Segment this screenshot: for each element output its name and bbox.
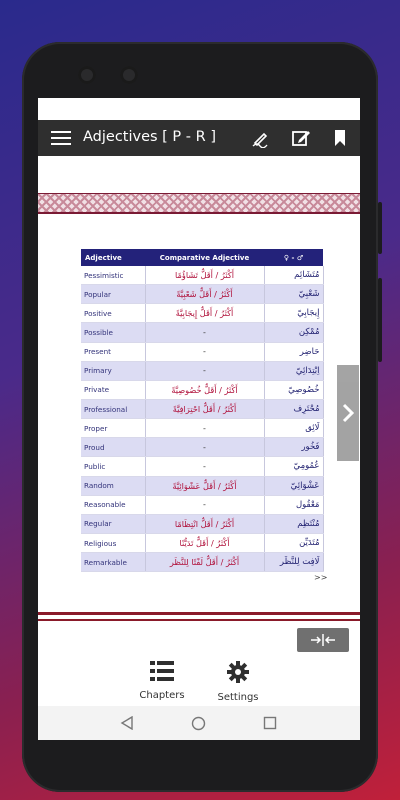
gear-icon bbox=[226, 660, 250, 684]
header-comparative: Comparative Adjective bbox=[145, 249, 264, 266]
adjective-arabic: اِبْتِدَائِيّ bbox=[264, 361, 323, 380]
adjective-arabic: مُتَدَيِّن bbox=[264, 533, 323, 552]
adjective-english: Remarkable bbox=[81, 553, 145, 572]
header-adjective: Adjective bbox=[81, 249, 145, 266]
adjective-english: Professional bbox=[81, 399, 145, 418]
camera-dot bbox=[78, 66, 96, 84]
table-row bbox=[81, 476, 323, 495]
table-row bbox=[81, 553, 323, 572]
back-icon[interactable] bbox=[120, 716, 134, 730]
recents-icon[interactable] bbox=[263, 716, 277, 730]
adjective-arabic: مُنْتَظِم bbox=[264, 514, 323, 533]
table-row bbox=[81, 419, 323, 438]
sensor-dot bbox=[120, 66, 138, 84]
adjective-english: Popular bbox=[81, 285, 145, 304]
adjective-english: Public bbox=[81, 457, 145, 476]
bookmark-icon[interactable] bbox=[330, 128, 350, 148]
adjective-arabic: عَشْوَائِيّ bbox=[264, 476, 323, 495]
chapters-button[interactable] bbox=[132, 660, 192, 701]
next-page-button[interactable] bbox=[337, 365, 359, 461]
adjective-arabic: عُمُومِيّ bbox=[264, 457, 323, 476]
adjective-arabic: مُحْتَرِف bbox=[264, 399, 323, 418]
comparative-form: - bbox=[145, 361, 264, 380]
adjective-english: Present bbox=[81, 342, 145, 361]
adjective-english: Random bbox=[81, 476, 145, 495]
comparative-form: - bbox=[145, 495, 264, 514]
chevron-right-icon bbox=[341, 403, 355, 423]
comparative-form: أَكْثَرُ / أَقَلُّ عَشْوَائِيَّةً bbox=[145, 476, 264, 495]
adjective-arabic: لَافِت لِلنَّظَر bbox=[264, 553, 323, 572]
table-row bbox=[81, 285, 323, 304]
divider bbox=[38, 612, 360, 615]
adjective-arabic: مَعْقُول bbox=[264, 495, 323, 514]
home-icon[interactable] bbox=[191, 716, 206, 731]
edit-icon[interactable] bbox=[291, 128, 311, 148]
comparative-form: - bbox=[145, 323, 264, 342]
comparative-form: - bbox=[145, 438, 264, 457]
chapters-label: Chapters bbox=[139, 690, 185, 701]
fit-width-icon bbox=[310, 633, 336, 647]
comparative-form: أَكْثَرُ / أَقَلُّ احْتِرَافِيَّةً bbox=[145, 399, 264, 418]
next-table-indicator[interactable]: >> bbox=[314, 573, 328, 582]
adjective-arabic: حَاضِر bbox=[264, 342, 323, 361]
table-row bbox=[81, 399, 323, 418]
fit-width-button[interactable] bbox=[297, 628, 349, 652]
adjective-english: Primary bbox=[81, 361, 145, 380]
system-navigation-bar bbox=[38, 706, 360, 740]
adjective-arabic: فَخُور bbox=[264, 438, 323, 457]
table-row bbox=[81, 533, 323, 552]
power-button bbox=[378, 278, 382, 362]
decorative-border bbox=[38, 194, 360, 212]
menu-icon[interactable] bbox=[51, 131, 71, 145]
comparative-form: أَكْثَرُ / أَقَلُّ لَفْتًا لِلنَّظَر bbox=[145, 553, 264, 572]
table-row bbox=[81, 361, 323, 380]
adjective-english: Regular bbox=[81, 514, 145, 533]
adjective-arabic: مُمْكِن bbox=[264, 323, 323, 342]
volume-button bbox=[378, 202, 382, 254]
list-icon bbox=[149, 660, 175, 682]
app-bar bbox=[38, 120, 360, 156]
table-row bbox=[81, 438, 323, 457]
table-row bbox=[81, 342, 323, 361]
signature-icon[interactable] bbox=[251, 128, 271, 148]
bottom-navigation bbox=[38, 658, 360, 706]
table-row bbox=[81, 323, 323, 342]
comparative-form: أَكْثَرُ / أَقَلُّ خُصُوصِيَّةً bbox=[145, 380, 264, 399]
comparative-form: - bbox=[145, 342, 264, 361]
comparative-form: - bbox=[145, 457, 264, 476]
comparative-form: أَكْثَرُ / أَقَلُّ انْتِظَامًا bbox=[145, 514, 264, 533]
comparative-form: أَكْثَرُ / أَقَلُّ تَدَيُّنًا bbox=[145, 533, 264, 552]
adjective-english: Private bbox=[81, 380, 145, 399]
table-row bbox=[81, 514, 323, 533]
adjective-english: Positive bbox=[81, 304, 145, 323]
adjective-arabic: مُتَشَائِم bbox=[264, 266, 323, 285]
adjectives-table bbox=[81, 249, 324, 572]
divider bbox=[38, 212, 360, 214]
comparative-form: أَكْثَرُ / أَقَلُّ شَعْبِيَّةً bbox=[145, 285, 264, 304]
adjective-english: Religious bbox=[81, 533, 145, 552]
adjective-arabic: شَعْبِيّ bbox=[264, 285, 323, 304]
table-header-row bbox=[81, 249, 323, 266]
settings-button[interactable] bbox=[208, 660, 268, 703]
comparative-form: - bbox=[145, 419, 264, 438]
page-title: Adjectives [ P - R ] bbox=[83, 129, 216, 145]
comparative-form: أَكْثَرُ / أَقَلُّ تَشَاؤُمًا bbox=[145, 266, 264, 285]
table-row bbox=[81, 495, 323, 514]
adjective-arabic: إِيجَابِيّ bbox=[264, 304, 323, 323]
table-row bbox=[81, 380, 323, 399]
comparative-form: أَكْثَرُ / أَقَلُّ إِيجَابِيَّةً bbox=[145, 304, 264, 323]
adjective-english: Proper bbox=[81, 419, 145, 438]
adjective-english: Possible bbox=[81, 323, 145, 342]
divider bbox=[38, 619, 360, 621]
adjective-english: Pessimistic bbox=[81, 266, 145, 285]
adjective-arabic: خُصُوصِيّ bbox=[264, 380, 323, 399]
table-row bbox=[81, 266, 323, 285]
adjective-english: Reasonable bbox=[81, 495, 145, 514]
adjective-english: Proud bbox=[81, 438, 145, 457]
header-gender: ♀ - ♂ bbox=[264, 249, 323, 266]
adjective-arabic: لَائِق bbox=[264, 419, 323, 438]
table-row bbox=[81, 457, 323, 476]
table-row bbox=[81, 304, 323, 323]
settings-label: Settings bbox=[217, 692, 259, 703]
app-screen bbox=[38, 98, 360, 740]
